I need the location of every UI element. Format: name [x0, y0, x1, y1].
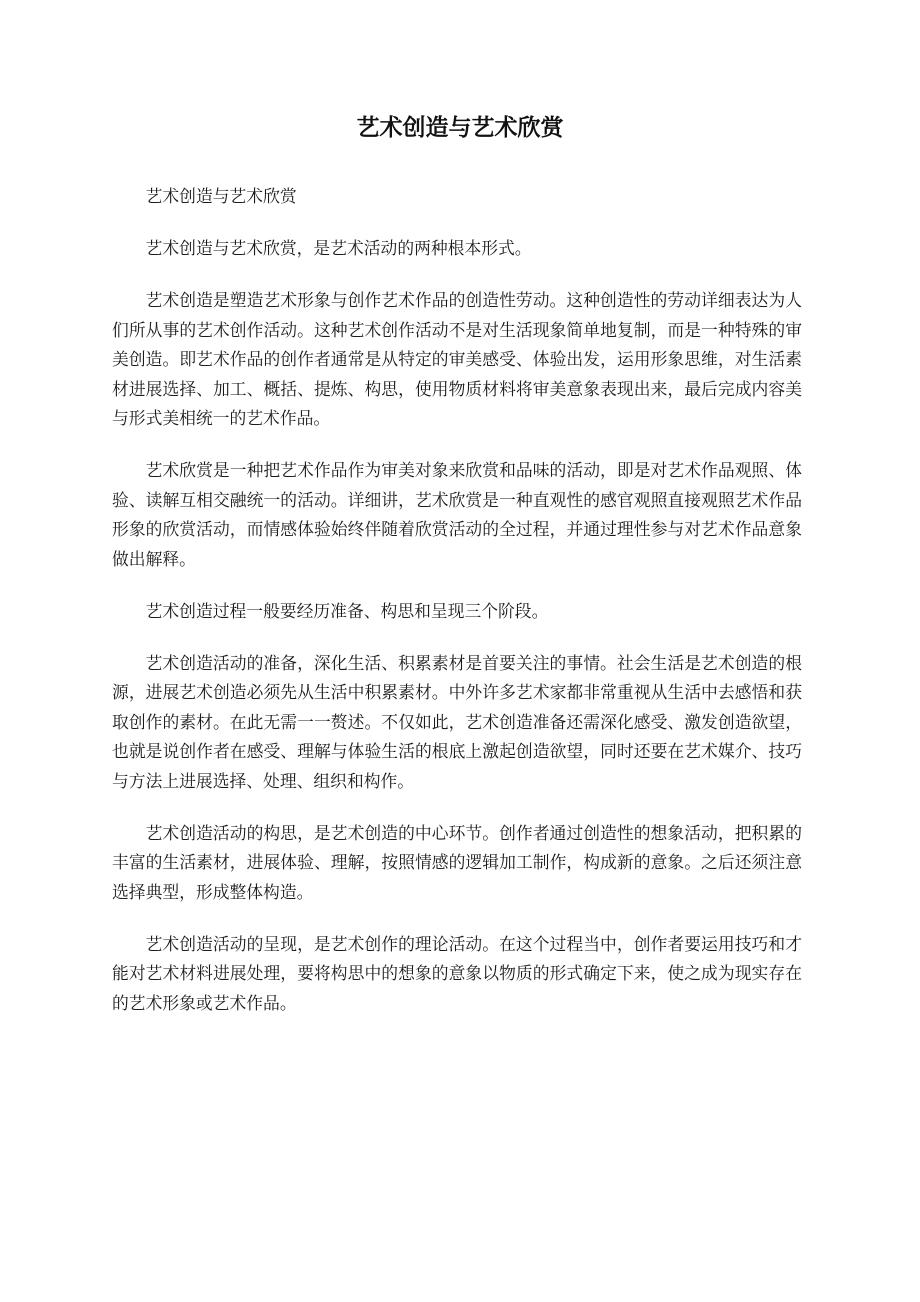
- paragraph-art-appreciation: 艺术欣赏是一种把艺术作品作为审美对象来欣赏和品味的活动，即是对艺术作品观照、体验、读解互相交融统一的活动。详细讲，艺术欣赏是一种直观性的感官观照直接观照艺术作品形象的欣赏活动，而情感体验始终伴随着欣赏活动的全过程，并通过理性参与对艺术作品意象做出解释。: [112, 460, 802, 569]
- paragraph-presentation: 艺术创造活动的呈现，是艺术创作的理论活动。在这个过程当中，创作者要运用技巧和才能对艺术材料进展处理，要将构思中的想象的意象以物质的形式确定下来，使之成为现实存在的艺术形象或艺术作品。: [112, 933, 802, 1013]
- paragraph-subtitle: 艺术创造与艺术欣赏: [145, 186, 297, 206]
- document-title: 艺术创造与艺术欣赏: [356, 114, 564, 141]
- paragraph-conception: 艺术创造活动的构思，是艺术创造的中心环节。创作者通过创造性的想象活动，把积累的丰富的生活素材，进展体验、理解，按照情感的逻辑加工制作，构成新的意象。之后还须注意选择典型，形成整体构造。: [112, 822, 802, 902]
- paragraph-art-creation: 艺术创造是塑造艺术形象与创作艺术作品的创造性劳动。这种创造性的劳动详细表达为人们所从事的艺术创作活动。这种艺术创作活动不是对生活现象简单地复制，而是一种特殊的审美创造。即艺术作品的创作者通常是从特定的审美感受、体验出发，运用形象思维，对生活素材进展选择、加工、概括、提炼、构思，使用物质材料将审美意象表现出来，最后完成内容美与形式美相统一的艺术作品。: [112, 290, 802, 428]
- paragraph-stages: 艺术创造过程一般要经历准备、构思和呈现三个阶段。: [145, 600, 549, 621]
- paragraph-intro: 艺术创造与艺术欣赏，是艺术活动的两种根本形式。: [145, 238, 532, 258]
- document-body: [112, 182, 802, 1041]
- paragraph-preparation: 艺术创造活动的准备，深化生活、积累素材是首要关注的事情。社会生活是艺术创造的根源，进展艺术创造必须先从生活中积累素材。中外许多艺术家都非常重视从生活中去感悟和获取创作的素材。在此无需一一赘述。不仅如此，艺术创造准备还需深化感受、激发创造欲望，也就是说创作者在感受、理解与体验生活的根底上激起创造欲望，同时还要在艺术媒介、技巧与方法上进展选择、处理、组织和构作。: [112, 652, 802, 791]
